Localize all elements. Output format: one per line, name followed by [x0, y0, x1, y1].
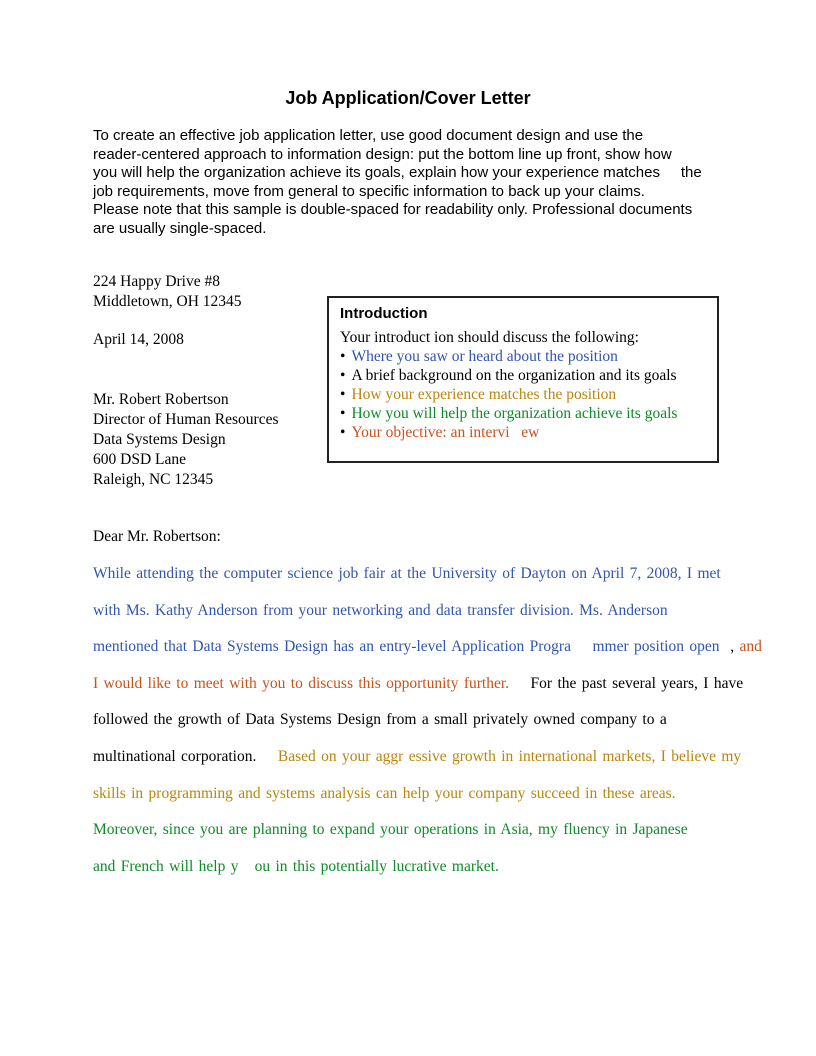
sender-address-line: 224 Happy Drive #8 [93, 273, 220, 290]
bullet-item [340, 404, 717, 423]
body-line [93, 739, 773, 776]
bullet-item [340, 385, 717, 404]
body-segment: skills in programming and systems analysis can help your company succeed in these areas. [93, 784, 676, 802]
letter-body [93, 556, 773, 885]
body-line [93, 812, 773, 849]
intro-line: reader-centered approach to information design: put the bottom line up front, show how [93, 145, 672, 163]
bullet-dot-icon: • [340, 405, 346, 422]
body-line [93, 849, 773, 886]
body-segment: with Ms. Kathy Anderson from your networking and data transfer division. Ms. Anderson [93, 601, 668, 619]
callout-title: Introduction [340, 305, 428, 322]
bullet-item [340, 366, 717, 385]
bullet-text: How your experience matches the position [351, 386, 617, 403]
recipient-address-line: Director of Human Resources [93, 411, 279, 428]
bullet-dot-icon: • [340, 367, 346, 384]
body-segment: mentioned that Data Systems Design has an entry-level Application Progra mmer position open [93, 638, 720, 656]
intro-line: To create an effective job application letter, use good document design and use the [93, 127, 644, 144]
body-segment: I would like to meet with you to discuss this opportunity further. [93, 674, 510, 692]
body-line [93, 702, 773, 739]
body-segment: Based on your aggr essive growth in international markets, I believe my [256, 747, 742, 765]
body-segment: For the past several years, I have [509, 674, 744, 692]
callout-bullet-list [340, 347, 717, 442]
bullet-dot-icon: • [340, 348, 346, 365]
recipient-address-line: Raleigh, NC 12345 [93, 471, 214, 488]
body-line [93, 776, 773, 813]
bullet-text: Your objective: an intervi ew [351, 424, 540, 441]
recipient-address-line: 600 DSD Lane [93, 451, 186, 468]
recipient-address-line: Mr. Robert Robertson [93, 391, 229, 408]
bullet-dot-icon: • [340, 424, 346, 441]
recipient-address [93, 390, 279, 490]
callout-intro-text: Your introduct ion should discuss the following: [340, 329, 639, 346]
body-segment: While attending the computer science job fair at the University of Dayton on April 7, 2008, I met [93, 565, 721, 582]
intro-line: job requirements, move from general to specific information to back up your claims. [93, 182, 645, 200]
sender-address [93, 272, 242, 312]
bullet-item [340, 423, 717, 442]
body-segment: multinational corporation. [93, 747, 257, 765]
intro-paragraph [93, 127, 753, 239]
body-segment: followed the growth of Data Systems Design from a small privately owned company to a [93, 711, 667, 729]
page-title: Job Application/Cover Letter [285, 88, 531, 108]
letter-date: April 14, 2008 [93, 331, 184, 348]
body-line [93, 666, 773, 703]
body-segment: Moreover, since you are planning to expand your operations in Asia, my fluency in Japanese [93, 821, 688, 839]
intro-line: you will help the organization achieve its goals, explain how your experience matches the [93, 164, 702, 182]
body-line [93, 593, 773, 630]
body-segment: and [739, 638, 762, 656]
body-line [93, 556, 773, 593]
bullet-text: A brief background on the organization and its goals [351, 367, 677, 384]
bullet-item [340, 347, 717, 366]
bullet-text: Where you saw or heard about the position [351, 348, 618, 365]
recipient-address-line: Data Systems Design [93, 431, 226, 448]
bullet-text: How you will help the organization achieve its goals [351, 405, 678, 422]
sender-address-line: Middletown, OH 12345 [93, 293, 242, 310]
body-segment: and French will help y ou in this potentially lucrative market. [93, 857, 499, 875]
bullet-dot-icon: • [340, 386, 346, 403]
introduction-callout [327, 296, 719, 463]
body-segment: , [719, 638, 740, 656]
intro-line: Please note that this sample is double-spaced for readability only. Professional documents [93, 201, 693, 219]
body-line [93, 629, 773, 666]
intro-line: are usually single-spaced. [93, 219, 267, 237]
salutation: Dear Mr. Robertson: [93, 528, 221, 545]
